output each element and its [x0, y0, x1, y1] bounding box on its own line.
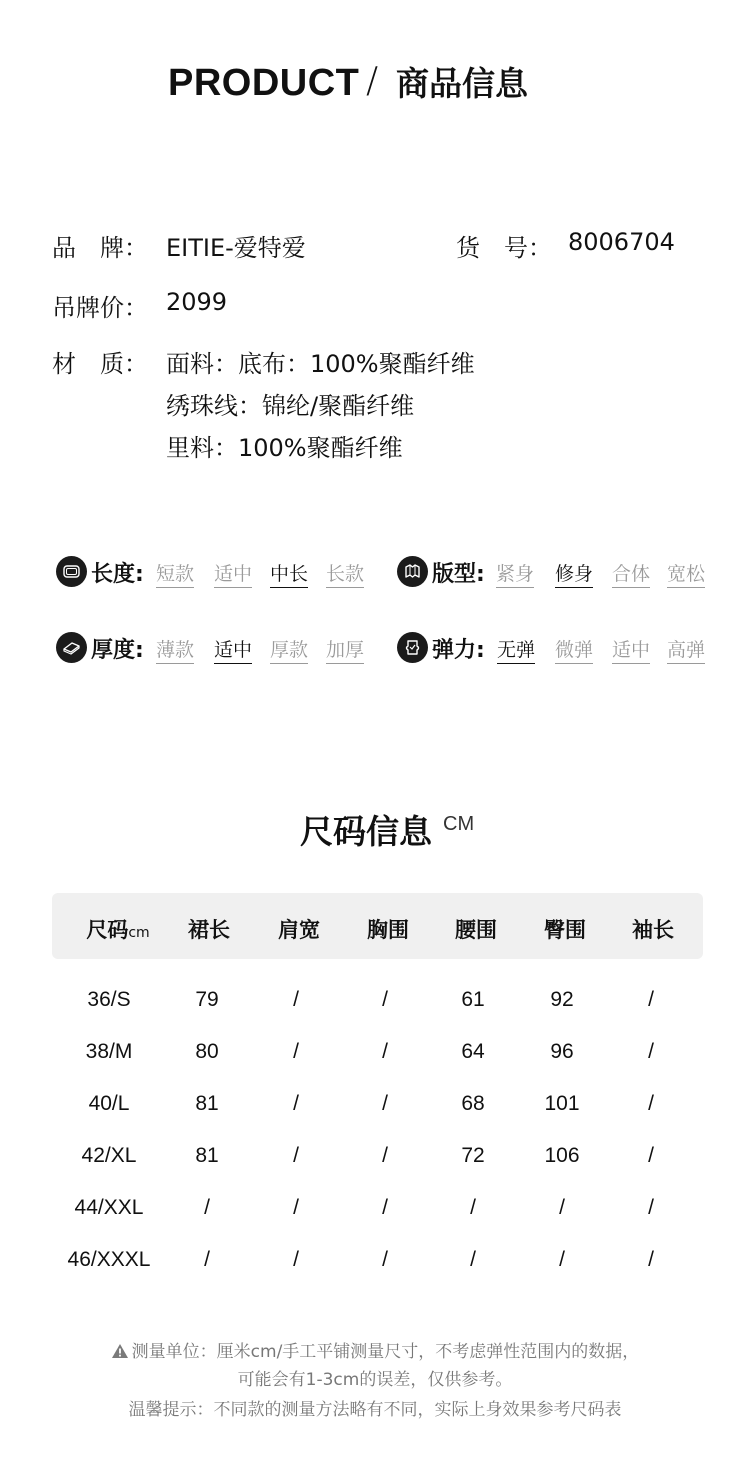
- table-cell: 96: [550, 1040, 574, 1063]
- table-cell: /: [293, 1040, 299, 1063]
- attr-elasticity-option: 高弹: [667, 635, 705, 664]
- table-cell: /: [382, 1248, 388, 1271]
- material-label: 材 质：: [52, 350, 148, 378]
- table-row: [0, 1248, 750, 1278]
- size-title-unit: CM: [443, 813, 475, 835]
- size-section-title: [300, 806, 475, 853]
- attr-length-name: 长度:: [91, 562, 144, 587]
- table-cell: /: [648, 1040, 654, 1063]
- table-cell: /: [559, 1196, 565, 1219]
- table-row: [0, 988, 750, 1018]
- attr-elasticity-option: 适中: [612, 635, 650, 664]
- table-cell: 64: [461, 1040, 485, 1063]
- note-line-3: 温馨提示：不同款的测量方法略有不同，实际上身效果参考尺码表: [128, 1400, 622, 1420]
- table-cell: 68: [461, 1092, 485, 1115]
- attr-thickness-option: 加厚: [326, 635, 364, 664]
- attr-thickness-option: 厚款: [270, 635, 308, 664]
- table-cell: 81: [195, 1144, 219, 1167]
- table-header-cell: 袖长: [632, 918, 674, 942]
- table-cell: 42/XL: [81, 1144, 137, 1167]
- table-cell: /: [382, 1144, 388, 1167]
- brand-value: EITIE-爱特爱: [166, 234, 306, 262]
- table-header-cell: 裙长: [188, 918, 230, 942]
- table-cell: 72: [461, 1144, 485, 1167]
- table-cell: 38/M: [85, 1040, 133, 1063]
- price-label: 吊牌价：: [52, 294, 148, 322]
- attr-elasticity-option-selected: 无弹: [497, 635, 535, 664]
- table-cell: /: [204, 1196, 210, 1219]
- length-icon: [56, 556, 87, 587]
- warning-icon: [111, 1343, 129, 1364]
- table-cell: /: [293, 1092, 299, 1115]
- attr-elasticity-name: 弹力:: [432, 638, 485, 663]
- table-cell: /: [648, 1196, 654, 1219]
- attr-fit-name: 版型:: [432, 562, 485, 587]
- table-row: [0, 1040, 750, 1070]
- size-title-text: 尺码信息: [300, 812, 432, 851]
- table-cell: /: [648, 1144, 654, 1167]
- attr-fit-option-selected: 修身: [555, 559, 593, 588]
- attr-fit-option: 合体: [612, 559, 650, 588]
- attr-fit-option: 宽松: [667, 559, 705, 588]
- table-cell: 40/L: [88, 1092, 130, 1115]
- table-cell: /: [204, 1248, 210, 1271]
- table-header-cell: 尺码cm: [86, 918, 150, 942]
- table-cell: 101: [544, 1092, 580, 1115]
- table-cell: /: [382, 988, 388, 1011]
- attr-thickness-option-selected: 适中: [214, 635, 252, 664]
- attr-fit-option: 紧身: [496, 559, 534, 588]
- fit-icon: [397, 556, 428, 587]
- table-header-cell: 臀围: [544, 918, 586, 942]
- item-no-value: 8006704: [568, 228, 675, 256]
- title-zh: 商品信息: [396, 64, 528, 103]
- material-line-2: 绣珠线：锦纶/聚酯纤维: [166, 392, 415, 420]
- table-row: [0, 1092, 750, 1122]
- table-cell: 46/XXXL: [67, 1248, 151, 1271]
- table-header-cell: 胸围: [367, 918, 409, 942]
- item-no-label: 货 号：: [456, 234, 552, 262]
- table-cell: /: [470, 1196, 476, 1219]
- attr-thickness-name: 厚度:: [91, 638, 144, 663]
- table-row: [0, 1196, 750, 1226]
- attr-elasticity: [397, 632, 717, 666]
- table-cell: 79: [195, 988, 219, 1011]
- table-cell: /: [293, 988, 299, 1011]
- material-line-3: 里料：100%聚酯纤维: [166, 434, 403, 462]
- attr-length-option: 适中: [214, 559, 252, 588]
- size-table-header: [52, 893, 703, 959]
- table-row: [0, 1144, 750, 1174]
- table-cell: /: [293, 1144, 299, 1167]
- table-cell: /: [382, 1092, 388, 1115]
- material-line-1: 面料：底布：100%聚酯纤维: [166, 350, 475, 378]
- attr-length-option: 长款: [326, 559, 364, 588]
- table-cell: 81: [195, 1092, 219, 1115]
- table-cell: /: [293, 1196, 299, 1219]
- table-cell: /: [470, 1248, 476, 1271]
- note-line-1: [0, 1337, 750, 1364]
- table-cell: 106: [544, 1144, 580, 1167]
- attr-length-option: 短款: [156, 559, 194, 588]
- note-line-2: 可能会有1-3cm的误差，仅供参考。: [237, 1370, 513, 1390]
- table-cell: /: [648, 1248, 654, 1271]
- attr-fit: [397, 556, 717, 590]
- table-cell: /: [382, 1040, 388, 1063]
- attr-length-option-selected: 中长: [270, 559, 308, 588]
- brand-label: 品 牌：: [52, 234, 148, 262]
- table-cell: /: [293, 1248, 299, 1271]
- table-header-cell: 肩宽: [278, 918, 320, 942]
- table-header-cell: 腰围: [455, 918, 497, 942]
- table-cell: 61: [461, 988, 485, 1011]
- title-slash: /: [366, 60, 379, 101]
- table-cell: 92: [550, 988, 574, 1011]
- attr-length: [56, 556, 376, 590]
- price-value: 2099: [166, 288, 228, 316]
- table-cell: /: [559, 1248, 565, 1271]
- page-header: [0, 58, 750, 108]
- table-cell: 44/XXL: [74, 1196, 144, 1219]
- note-text-1: 测量单位：厘米cm/手工平铺测量尺寸，不考虑弹性范围内的数据，: [131, 1342, 640, 1362]
- table-cell: /: [648, 988, 654, 1011]
- title-en: PRODUCT: [168, 62, 360, 104]
- attr-thickness: [56, 632, 376, 666]
- thickness-icon: [56, 632, 87, 663]
- table-cell: /: [648, 1092, 654, 1115]
- table-cell: 80: [195, 1040, 219, 1063]
- table-cell: /: [382, 1196, 388, 1219]
- elasticity-icon: [397, 632, 428, 663]
- attr-elasticity-option: 微弹: [555, 635, 593, 664]
- table-cell: 36/S: [87, 988, 131, 1011]
- attr-thickness-option: 薄款: [156, 635, 194, 664]
